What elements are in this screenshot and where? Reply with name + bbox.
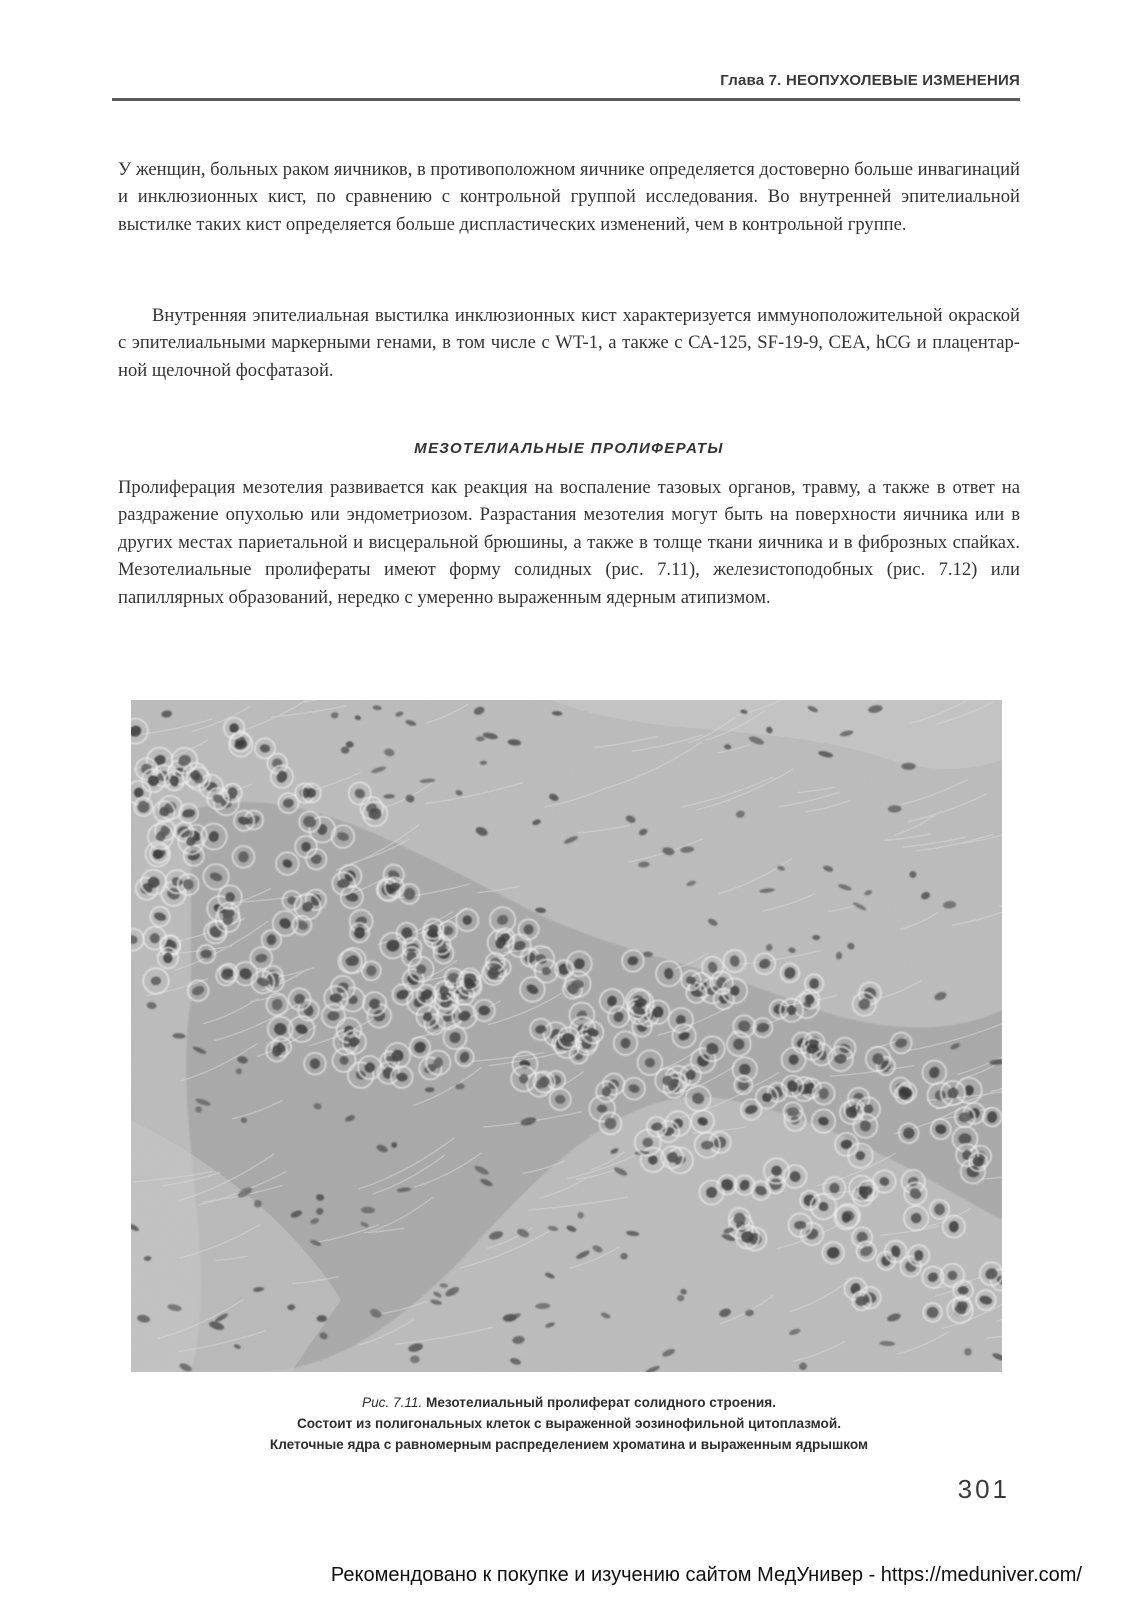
page-number: 301 xyxy=(957,1474,1010,1504)
paragraph-2: Внутренняя эпителиальная выстилка инклюзионных кист характеризуется иммуноположительной окраской с эпителиальными маркерными генами, в том числе с WT-1, а также с СА-125, SF-19-9, CEA, hCG и плацентарной щелочной фосфатазой. xyxy=(118,305,1020,381)
paragraph-3: Пролиферация мезотелия развивается как реакция на воспаление тазовых органов, травму, а также в ответ на раздражение опухолью или эндометриозом. Разрастания мезотелия могут быть на поверхности яичника или в других местах париетальной и висцеральной брюшины, а также в толще ткани яичника и в фиброзных спайках. Мезотелиальные пролифераты имеют форму солидных (рис. 7.11), железистоподобных (рис. 7.12) или папиллярных образований, нередко с умеренно выраженным ядерным атипизмом. xyxy=(118,477,1020,608)
figure-label: Рис. 7.11. xyxy=(362,1395,423,1410)
chapter-number: Глава 7. xyxy=(720,72,782,89)
footer-watermark: Рекомендовано к покупке и изучению сайтом МедУнивер - https://meduniver.com/ xyxy=(330,1564,1082,1586)
chapter-title: НЕОПУХОЛЕВЫЕ ИЗМЕНЕНИЯ xyxy=(785,72,1020,89)
caption-line-3: Клеточные ядра с равномерным распределением хроматина и выраженным ядрышком xyxy=(269,1437,869,1452)
caption-line-2: Состоит из полигональных клеток с выраженной эозинофильной цитоплазмой. xyxy=(296,1416,841,1431)
histology-micrograph xyxy=(131,700,1002,1372)
paragraph-1: У женщин, больных раком яичников, в противоположном яичнике определяется достоверно больше инвагинаций и инклюзионных кист, по сравнению с контрольной группой исследования. Во внутренней эпителиальной выстилке таких кист определяется больше диспластических изменений, чем в контрольной группе. xyxy=(118,159,1020,235)
figure-caption xyxy=(118,1392,1020,1455)
section-title: МЕЗОТЕЛИАЛЬНЫЕ ПРОЛИФЕРАТЫ xyxy=(414,440,724,457)
header-rule xyxy=(112,98,1020,101)
running-head xyxy=(720,72,1020,89)
caption-line-1: Мезотелиальный пролиферат солидного строения. xyxy=(426,1395,776,1410)
micrograph-image xyxy=(131,700,1002,1372)
